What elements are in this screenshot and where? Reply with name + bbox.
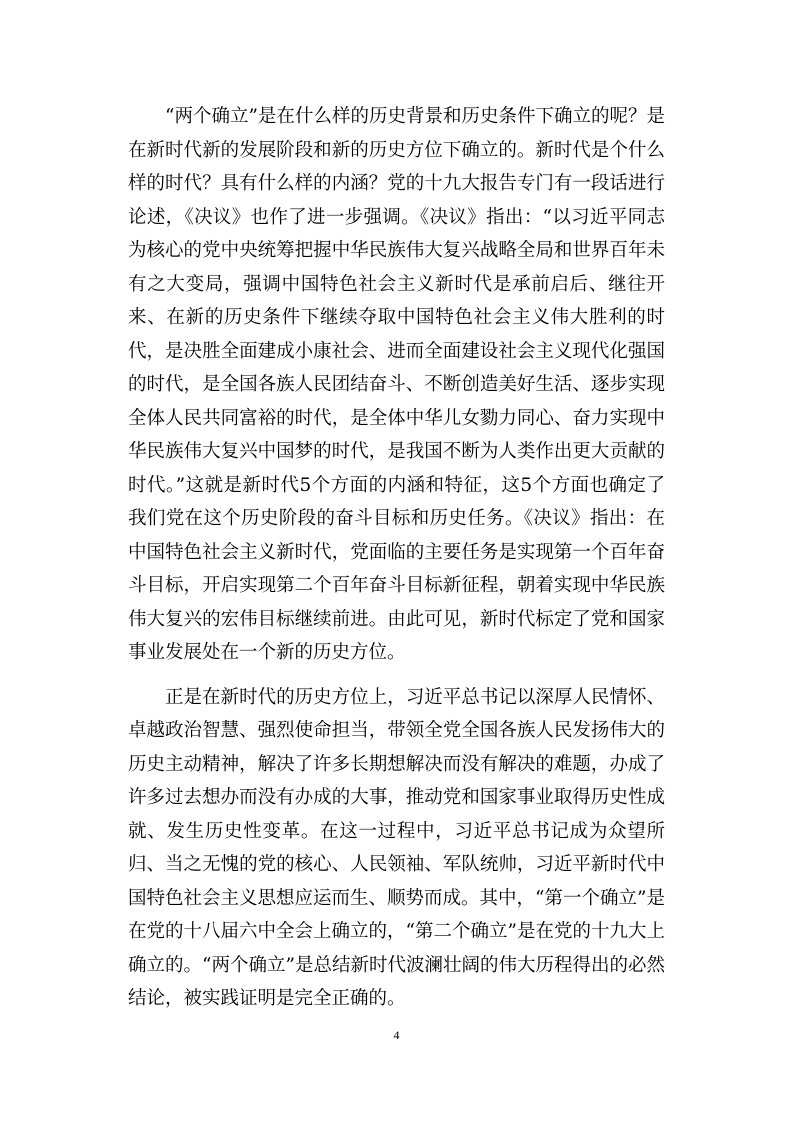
paragraph-1: “两个确立”是在什么样的历史背景和历史条件下确立的呢？是在新时代新的发展阶段和新的历史方位下确立的。新时代是个什么样的时代？具有什么样的内涵？党的十九大报告专门有一段话进行论述，《决议》也作了进一步强调。《决议》指出：“以习近平同志为核心的党中央统筹把握中华民族伟大复兴战略全局和世界百年未有之大变局，强调中国特色社会主义新时代是承前启后、继往开来、在新的历史条件下继续夺取中国特色社会主义伟大胜利的时代，是决胜全面建成小康社会、进而全面建设社会主义现代化强国的时代，是全国各族人民团结奋斗、不断创造美好生活、逐步实现全体人民共同富裕的时代，是全体中华儿女勠力同心、奋力实现中华民族伟大复兴中国梦的时代，是我国不断为人类作出更大贡献的时代。”这就是新时代5个方面的内涵和特征，这5个方面也确定了我们党在这个历史阶段的奋斗目标和历史任务。《决议》指出：在中国特色社会主义新时代，党面临的主要任务是实现第一个百年奋斗目标，开启实现第二个百年奋斗目标新征程，朝着实现中华民族伟大复兴的宏伟目标继续前进。由此可见，新时代标定了党和国家事业发展处在一个新的历史方位。 [128,106,665,663]
body-text [128,100,665,1016]
page-number: 4 [393,1028,400,1042]
paragraph-2: 正是在新时代的历史方位上，习近平总书记以深厚人民情怀、卓越政治智慧、强烈使命担当，带领全党全国各族人民发扬伟大的历史主动精神，解决了许多长期想解决而没有解决的难题，办成了许多过去想办而没有办成的大事，推动党和国家事业取得历史性成就、发生历史性变革。在这一过程中，习近平总书记成为众望所归、当之无愧的党的核心、人民领袖、军队统帅，习近平新时代中国特色社会主义思想应运而生、顺势而成。其中，“第一个确立”是在党的十八届六中全会上确立的，“第二个确立”是在党的十九大上确立的。“两个确立”是总结新时代波澜壮阔的伟大历程得出的必然结论，被实践证明是完全正确的。 [128,686,665,1009]
